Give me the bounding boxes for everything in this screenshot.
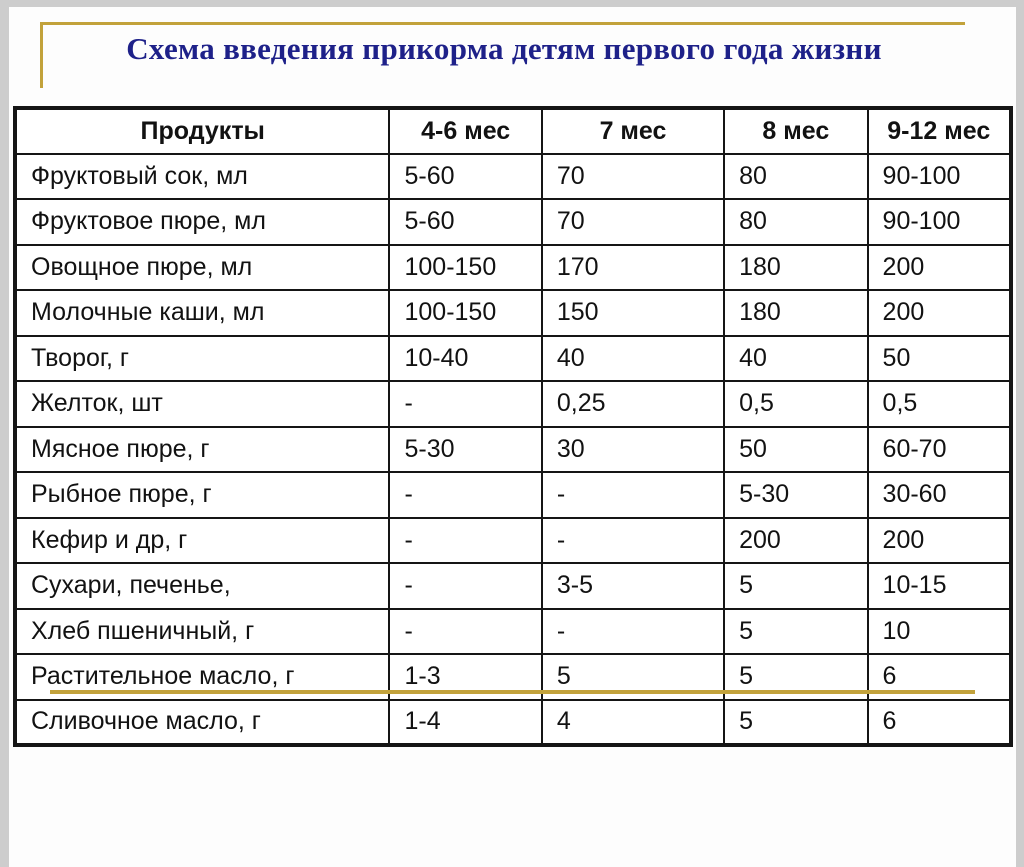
table-row xyxy=(15,518,1011,564)
value-cell: 50 xyxy=(724,427,867,473)
product-cell: Сухари, печенье, xyxy=(15,563,389,609)
product-cell: Мясное пюре, г xyxy=(15,427,389,473)
value-cell: 4 xyxy=(542,700,724,746)
value-cell: 50 xyxy=(868,336,1011,382)
table-row xyxy=(15,472,1011,518)
value-cell: 5-60 xyxy=(389,154,541,200)
product-cell: Хлеб пшеничный, г xyxy=(15,609,389,655)
value-cell: 70 xyxy=(542,199,724,245)
value-cell: 5 xyxy=(724,654,867,700)
table-row xyxy=(15,427,1011,473)
value-cell: - xyxy=(389,472,541,518)
column-header-4-6-months: 4-6 мес xyxy=(389,108,541,154)
product-cell: Растительное масло, г xyxy=(15,654,389,700)
slide-title: Схема введения прикорма детям первого года жизни xyxy=(126,31,882,66)
value-cell: 170 xyxy=(542,245,724,291)
table-row xyxy=(15,245,1011,291)
value-cell: - xyxy=(389,563,541,609)
title-frame xyxy=(40,22,965,88)
value-cell: 180 xyxy=(724,290,867,336)
value-cell: - xyxy=(542,518,724,564)
value-cell: - xyxy=(389,381,541,427)
table-row xyxy=(15,154,1011,200)
value-cell: 200 xyxy=(868,518,1011,564)
value-cell: 150 xyxy=(542,290,724,336)
product-cell: Кефир и др, г xyxy=(15,518,389,564)
value-cell: 5 xyxy=(724,609,867,655)
product-cell: Сливочное масло, г xyxy=(15,700,389,746)
value-cell: 200 xyxy=(868,290,1011,336)
value-cell: 3-5 xyxy=(542,563,724,609)
value-cell: 10 xyxy=(868,609,1011,655)
value-cell: 90-100 xyxy=(868,154,1011,200)
product-cell: Фруктовое пюре, мл xyxy=(15,199,389,245)
value-cell: 90-100 xyxy=(868,199,1011,245)
value-cell: 5 xyxy=(724,700,867,746)
column-header-9-12-months: 9-12 мес xyxy=(868,108,1011,154)
value-cell: - xyxy=(542,472,724,518)
value-cell: 6 xyxy=(868,700,1011,746)
value-cell: 5-30 xyxy=(724,472,867,518)
table-row xyxy=(15,336,1011,382)
product-cell: Овощное пюре, мл xyxy=(15,245,389,291)
product-cell: Творог, г xyxy=(15,336,389,382)
column-header-products: Продукты xyxy=(15,108,389,154)
value-cell: 30-60 xyxy=(868,472,1011,518)
table-header-row xyxy=(15,108,1011,154)
product-cell: Фруктовый сок, мл xyxy=(15,154,389,200)
feeding-schedule-table xyxy=(13,106,1013,747)
value-cell: 100-150 xyxy=(389,290,541,336)
value-cell: 200 xyxy=(868,245,1011,291)
value-cell: 5-60 xyxy=(389,199,541,245)
product-cell: Молочные каши, мл xyxy=(15,290,389,336)
value-cell: 10-40 xyxy=(389,336,541,382)
value-cell: 6 xyxy=(868,654,1011,700)
table-row xyxy=(15,199,1011,245)
value-cell: 1-4 xyxy=(389,700,541,746)
value-cell: 5 xyxy=(724,563,867,609)
value-cell: 1-3 xyxy=(389,654,541,700)
value-cell: 80 xyxy=(724,154,867,200)
value-cell: - xyxy=(542,609,724,655)
value-cell: 10-15 xyxy=(868,563,1011,609)
value-cell: 0,5 xyxy=(868,381,1011,427)
value-cell: - xyxy=(389,518,541,564)
table-row xyxy=(15,290,1011,336)
product-cell: Рыбное пюре, г xyxy=(15,472,389,518)
value-cell: 30 xyxy=(542,427,724,473)
value-cell: 40 xyxy=(542,336,724,382)
value-cell: 60-70 xyxy=(868,427,1011,473)
table-row xyxy=(15,609,1011,655)
value-cell: 0,25 xyxy=(542,381,724,427)
table-row xyxy=(15,700,1011,746)
slide xyxy=(9,7,1016,867)
value-cell: 200 xyxy=(724,518,867,564)
value-cell: 5 xyxy=(542,654,724,700)
value-cell: - xyxy=(389,609,541,655)
table-row xyxy=(15,563,1011,609)
value-cell: 180 xyxy=(724,245,867,291)
value-cell: 5-30 xyxy=(389,427,541,473)
value-cell: 100-150 xyxy=(389,245,541,291)
column-header-8-months: 8 мес xyxy=(724,108,867,154)
column-header-7-months: 7 мес xyxy=(542,108,724,154)
value-cell: 70 xyxy=(542,154,724,200)
gold-divider-line xyxy=(50,690,975,694)
value-cell: 40 xyxy=(724,336,867,382)
value-cell: 0,5 xyxy=(724,381,867,427)
product-cell: Желток, шт xyxy=(15,381,389,427)
table-row xyxy=(15,381,1011,427)
value-cell: 80 xyxy=(724,199,867,245)
